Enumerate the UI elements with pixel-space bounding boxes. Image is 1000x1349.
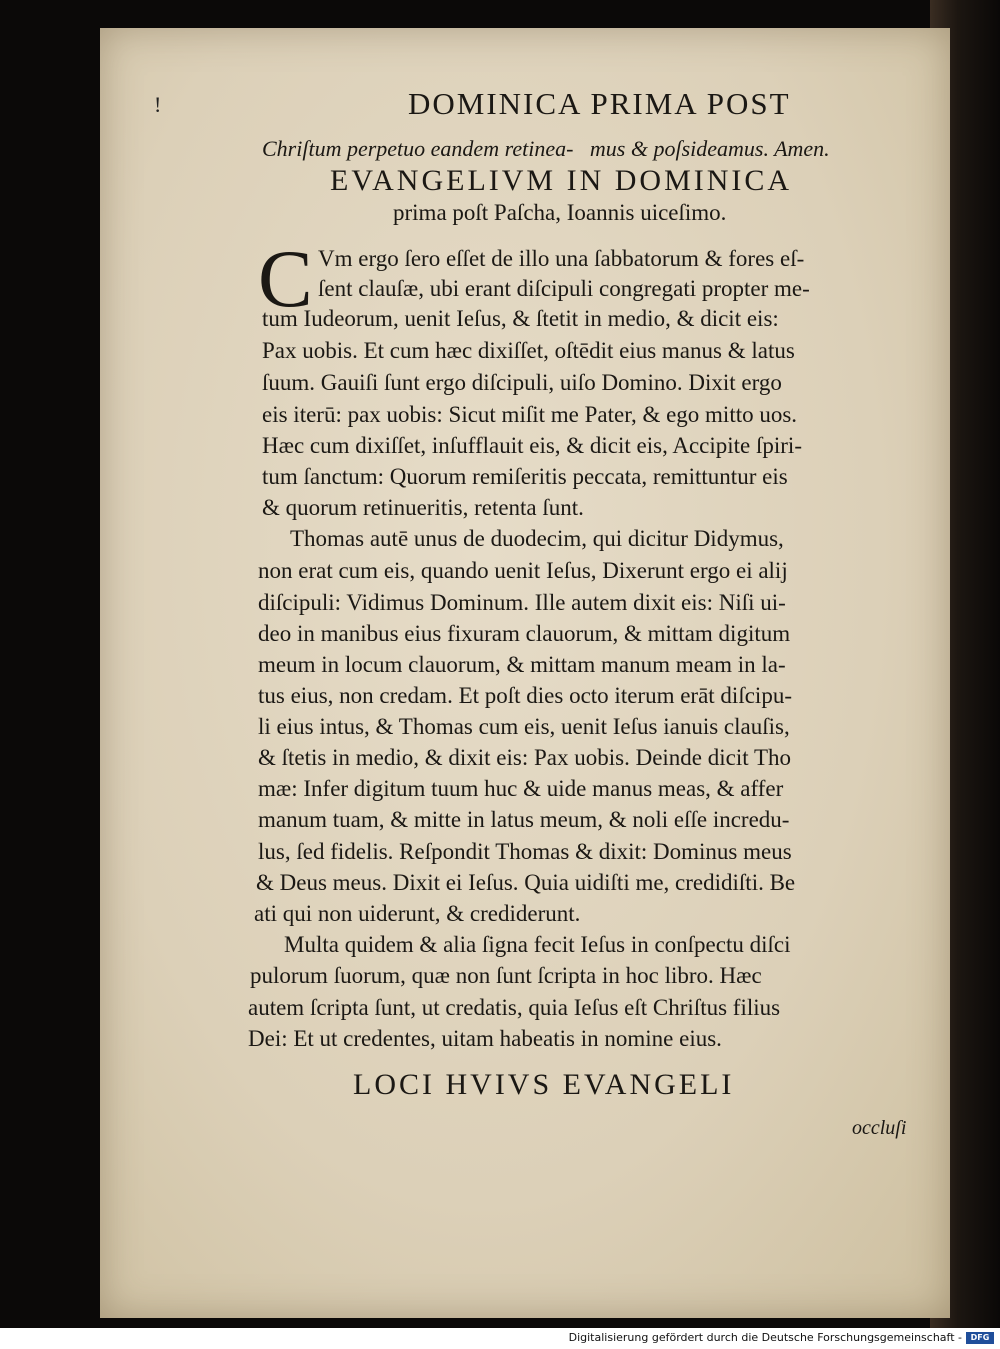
footer-credit: Digitalisierung gefördert durch die Deutsche Forschungsgemeinschaft - [568, 1331, 962, 1344]
text-line: lus, ſed fidelis. Reſpondit Thomas & dixit: Dominus meus [258, 839, 792, 864]
dfg-logo-icon[interactable]: DFG [966, 1332, 994, 1344]
text-line: manum tuam, & mitte in latus meum, & noli eſſe incredu- [258, 807, 790, 832]
text-line: pulorum ſuorum, quæ non ſunt ſcripta in hoc libro. Hæc [250, 963, 762, 988]
text-line: Multa quidem & alia ſigna fecit Ieſus in conſpectu diſci [284, 932, 791, 957]
text-line: & quorum retinueritis, retenta ſunt. [262, 495, 584, 520]
text-line: tus eius, non credam. Et poſt dies octo iterum erāt diſcipu- [258, 683, 792, 708]
catchword: occluſi [852, 1117, 907, 1139]
text-line: & ſtetis in medio, & dixit eis: Pax uobis. Deinde dicit Tho [258, 745, 792, 770]
text-line: ſuum. Gauiſi ſunt ergo diſcipuli, uiſo Domino. Dixit ergo [262, 370, 782, 395]
text-line: eis iterū: pax uobis: Sicut miſit me Pater, & ego mitto uos. [262, 402, 798, 427]
text-line: meum in locum clauorum, & mittam manum meam in la- [258, 652, 786, 677]
text-line: Pax uobis. Et cum hæc dixiſſet, oſtēdit eius manus & latus [262, 338, 795, 363]
text-line: non erat cum eis, quando uenit Ieſus, Dixerunt ergo ei alij [258, 558, 788, 583]
text-line: Hæc cum dixiſſet, inſufflauit eis, & dicit eis, Accipite ſpiri- [262, 433, 802, 458]
section-subtitle: prima poſt Paſcha, Ioannis uiceſimo. [393, 200, 727, 225]
text-line: & Deus meus. Dixit ei Ieſus. Quia uidiſti me, credidiſti. Be [256, 870, 796, 895]
text-line: Dei: Et ut credentes, uitam habeatis in nomine eius. [248, 1026, 722, 1051]
text-line: tum Iudeorum, uenit Ieſus, & ſtetit in medio, & dicit eis: [262, 306, 779, 331]
text-line: ſent clauſæ, ubi erant diſcipuli congregati propter me- [318, 276, 810, 301]
running-head: DOMINICA PRIMA POST [408, 86, 791, 121]
text-line: tum ſanctum: Quorum remiſeritis peccata, remittuntur eis [262, 464, 788, 489]
text-line: autem ſcripta ſunt, ut credatis, quia Ieſus eſt Chriſtus filius [248, 995, 781, 1020]
drop-capital: C [258, 233, 313, 324]
text-line: deo in manibus eius fixuram clauorum, & mittam digitum [258, 621, 791, 646]
section-title-text: EVANGELIVM IN DOMINICA [330, 164, 793, 197]
bottom-heading: LOCI HVIVS EVANGELI [353, 1068, 735, 1101]
text-line: Thomas autē unus de duodecim, qui dicitur Didymus, [290, 526, 784, 551]
text-line: diſcipuli: Vidimus Dominum. Ille autem dixit eis: Niſi ui- [258, 590, 786, 615]
carry-over-line: Chriſtum perpetuo eandem retinea- mus & poſsideamus. Amen. [262, 136, 830, 161]
page-mark: ! [154, 92, 162, 117]
text-line: ati qui non uiderunt, & crediderunt. [254, 901, 581, 926]
text-line: li eius intus, & Thomas cum eis, uenit Ieſus ianuis clauſis, [258, 714, 790, 739]
text-line: Vm ergo ſero eſſet de illo una ſabbatorum & fores eſ- [318, 246, 805, 271]
footer-bar [0, 1328, 1000, 1349]
text-line: mæ: Infer digitum tuum huc & uide manus meas, & affer [258, 776, 784, 801]
